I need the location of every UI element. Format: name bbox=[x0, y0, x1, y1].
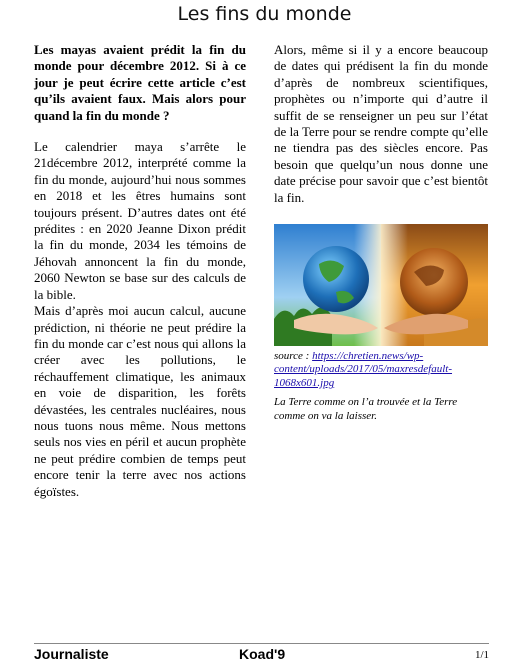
article-paragraph-3: Alors, même si il y a encore beaucoup de dates qui prédisent la fin du monde d’après de nombreux scientifiques, prophètes ou n’importe qui d’autre il suffit de se renseigner un peu sur l’état de la Terre pour se rendre compte qu’elle ne tiendra pas des siècles encore. Pas besoin que quelqu’un nous donne une date précise pour savoir que c’est bientôt la fin. bbox=[274, 42, 488, 205]
earth-hands-image bbox=[274, 224, 488, 346]
left-column bbox=[34, 42, 246, 500]
source-prefix: source : bbox=[274, 350, 313, 363]
source-link[interactable]: https://chretien.news/wp-content/uploads/2017/05/maxresdefault-1068x601.jpg bbox=[274, 350, 453, 389]
page-title: Les fins du monde bbox=[177, 3, 352, 25]
image-source bbox=[274, 350, 488, 390]
page-number: 1/1 bbox=[474, 649, 489, 661]
article-intro: Les mayas avaient prédit la fin du monde pour décembre 2012. Si à ce jour je peut écrire cette article c’est qu’ils avaient faux. Mais alors pour quand la fin du monde ? bbox=[34, 42, 246, 123]
footer-publication: Koad'9 bbox=[239, 646, 286, 662]
image-caption: La Terre comme on l’a trouvée et la Terre comme on va la laisser. bbox=[274, 396, 458, 422]
page-footer bbox=[34, 646, 489, 664]
article-paragraph-2: Mais d’après moi aucun calcul, aucune prédiction, ni théorie ne peut prédire la fin du monde car c’est nous qui allons la créer avec les pollutions, le réchauffement climatique, les animaux en voie de disparition, les forêts dévastées, les centrales nucléaires, nous nous tuons nous même. Nous mettons seuls nos vies en péril et aucun prophète ne peut prédire combien de temps peut encore tenir la terre avec nos actions égoïstes. bbox=[34, 303, 246, 499]
right-column bbox=[274, 42, 488, 423]
footer-divider bbox=[34, 643, 489, 644]
article-paragraph-1: Le calendrier maya s’arrête le 21décembre 2012, interprété comme la fin du monde, aujourd’hui nous sommes en 2018 et les êtres humains sont toujours présent. D’autres dates ont été prédites : en 2020 Jeanne Dixon prédit la fin du monde, 2034 les témoins de Jéhovah annoncent la fin du monde, 2060 Newton se base sur des calculs de la bible. bbox=[34, 139, 246, 302]
footer-author-label: Journaliste bbox=[34, 646, 109, 662]
